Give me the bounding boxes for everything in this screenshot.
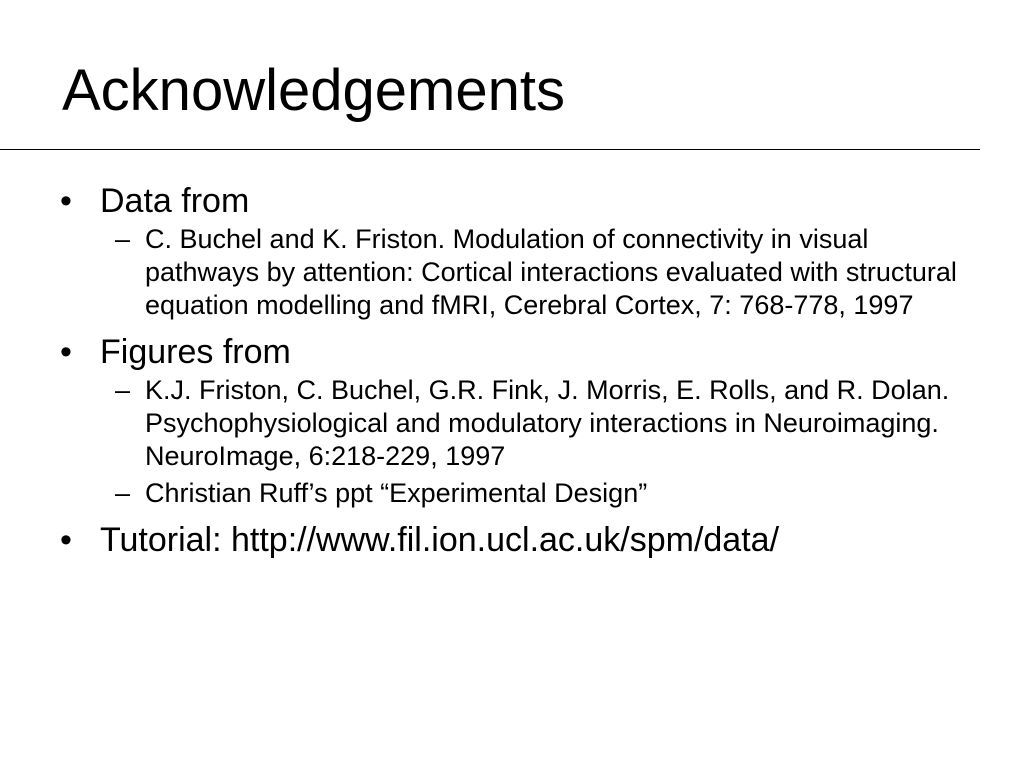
sub-list-figures-from xyxy=(60,374,980,510)
bullet-dot-icon: • xyxy=(60,182,72,220)
sub-list-data-from xyxy=(60,223,980,322)
bullet-label: Tutorial: http://www.fil.ion.ucl.ac.uk/spm/data/ xyxy=(100,521,780,559)
bullet-figures-from xyxy=(60,332,980,372)
bullet-tutorial xyxy=(60,520,980,560)
bullet-dot-icon: • xyxy=(60,521,72,559)
sub-item-text: K.J. Friston, C. Buchel, G.R. Fink, J. Morris, E. Rolls, and R. Dolan. Psychophysiological and modulatory interactions in Neuroimaging. NeuroImage, 6:218-229, 1997 xyxy=(145,375,950,471)
slide-title: Acknowledgements xyxy=(62,58,565,123)
bullet-dot-icon: • xyxy=(60,333,72,371)
dash-icon: – xyxy=(115,375,131,405)
slide-body xyxy=(60,181,980,560)
sub-item-presentation xyxy=(115,477,980,510)
sub-item-text: Christian Ruff’s ppt “Experimental Design” xyxy=(145,478,648,508)
bullet-label: Data from xyxy=(100,182,250,220)
title-divider xyxy=(0,149,980,150)
sub-item-citation xyxy=(115,374,980,473)
dash-icon: – xyxy=(115,478,131,508)
sub-item-citation xyxy=(115,223,980,322)
dash-icon: – xyxy=(115,224,131,254)
bullet-data-from xyxy=(60,181,980,221)
sub-item-text: C. Buchel and K. Friston. Modulation of connectivity in visual pathways by attention: Cortical interactions evaluated with structural equation modelling and fMRI, Cerebral Cortex, 7: 768-778, 1997 xyxy=(145,224,957,320)
bullet-label: Figures from xyxy=(100,333,291,371)
